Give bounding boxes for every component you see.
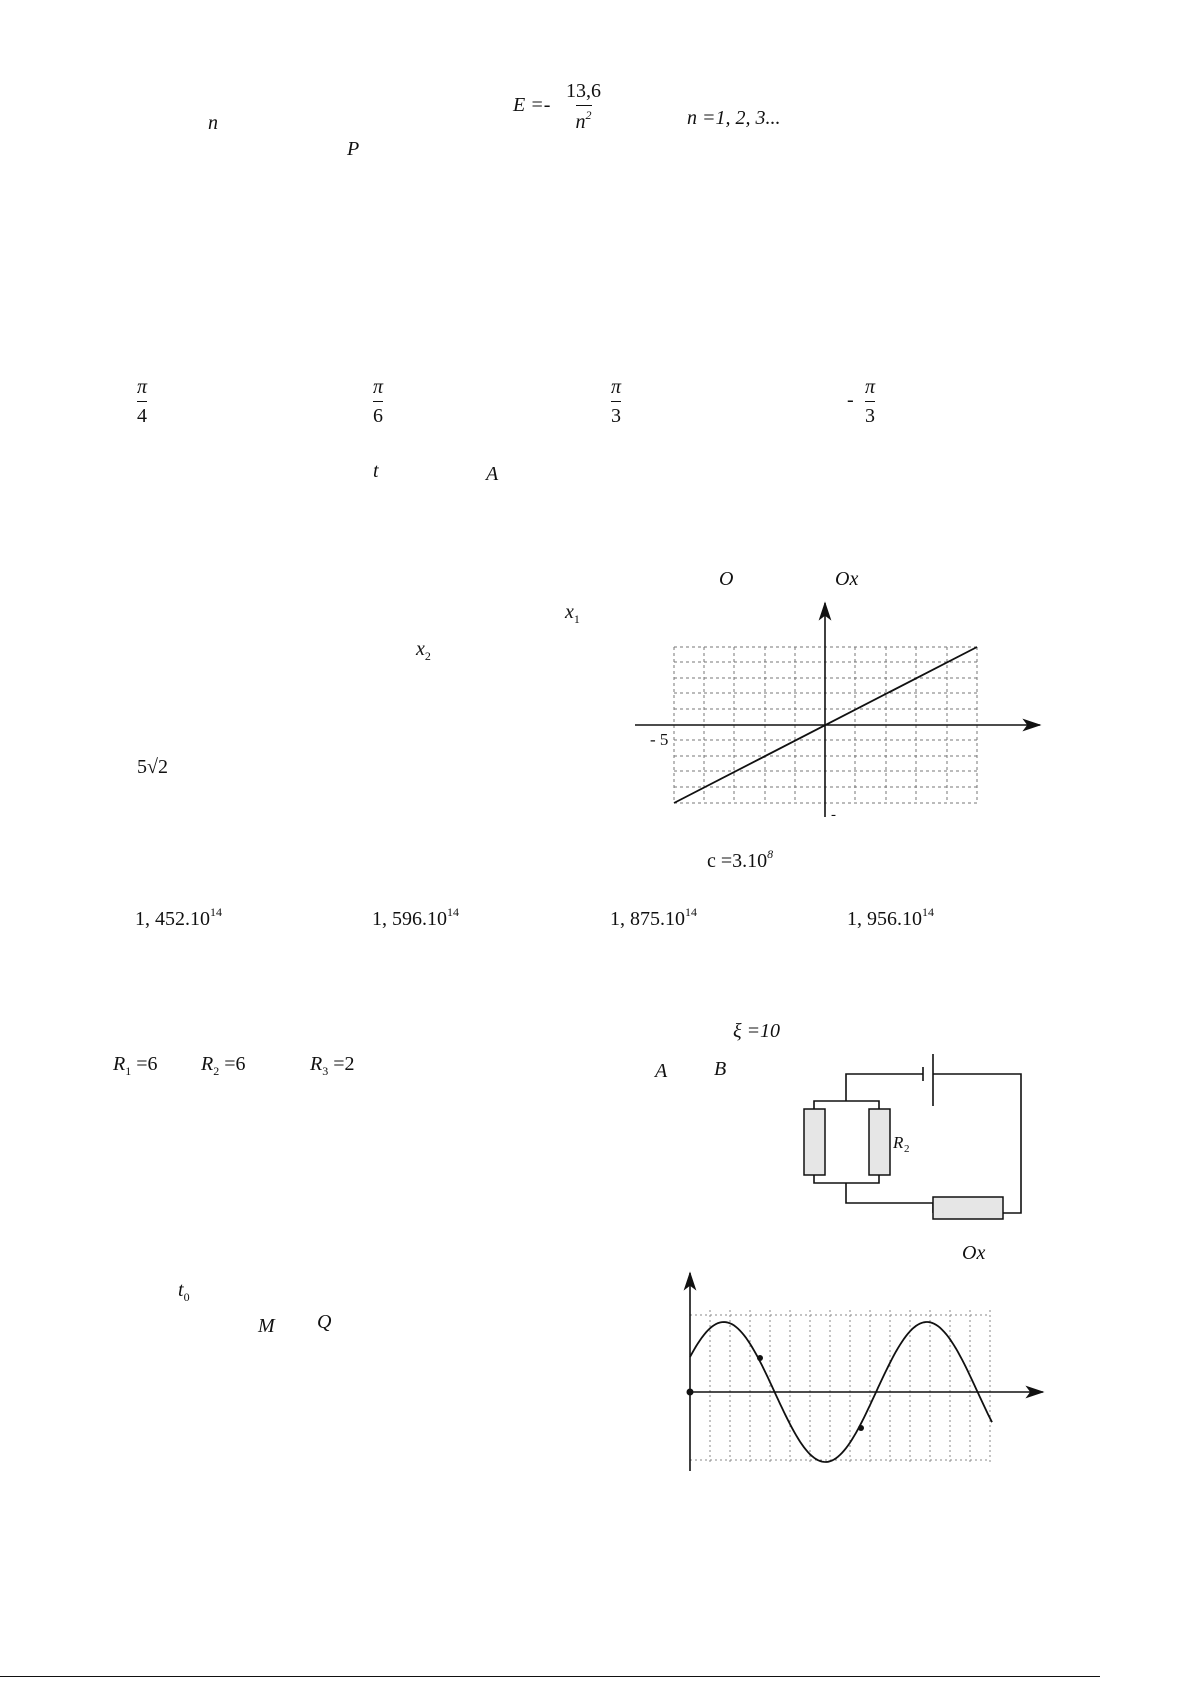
freq-a-mantissa: 1, 452.10: [135, 908, 210, 930]
energy-numerator: 13,6: [566, 80, 601, 102]
freq-c-exp: 14: [685, 905, 697, 919]
R2-base: R: [201, 1053, 214, 1075]
x2-base: x: [416, 638, 425, 660]
R3-base: R: [310, 1053, 323, 1075]
oscillation-graph: [630, 595, 1050, 825]
wave-graph: [675, 1268, 1050, 1483]
freq-b-mantissa: 1, 596.10: [372, 908, 447, 930]
freq-c-mantissa: 1, 875.10: [610, 908, 685, 930]
node-A-label: A: [655, 1060, 668, 1082]
phase-option-d: [865, 376, 875, 428]
energy-formula-fraction: [566, 80, 601, 134]
freq-option-b: [372, 906, 459, 929]
c-label: c =3.10: [707, 850, 768, 872]
freq-d-exp: 14: [922, 905, 934, 919]
freq-d-mantissa: 1, 956.10: [847, 908, 922, 930]
R2-sub: 2: [213, 1064, 220, 1078]
freq-a-exp: 14: [210, 905, 222, 919]
origin-O: O: [719, 568, 734, 590]
phase-option-b: [373, 376, 383, 428]
x2-sub: 2: [424, 649, 431, 663]
phase-d-sign: -: [847, 389, 854, 411]
R3-val: =2: [333, 1053, 355, 1075]
n-values: n =1, 2, 3...: [687, 107, 781, 129]
freq-option-d: [847, 906, 934, 929]
var-t: t: [373, 460, 379, 482]
resistor-R2-box: [869, 1109, 890, 1175]
R3-sub: 3: [322, 1064, 329, 1078]
light-speed: [707, 848, 773, 871]
var-t0: [178, 1280, 190, 1303]
freq-option-a: [135, 906, 222, 929]
diagram-R2-sub: 2: [904, 1143, 910, 1155]
axis-Ox-label: Ox: [835, 568, 859, 590]
circuit-diagram: [795, 1045, 1035, 1225]
R1-val: =6: [136, 1053, 158, 1075]
phase-d-den: 3: [865, 401, 875, 428]
freq-option-c: [610, 906, 697, 929]
var-n: n: [208, 112, 218, 134]
page-footer-rule: [0, 1676, 1100, 1677]
wire-bottom: [846, 1183, 933, 1213]
graph-tick-label-left: - 5: [650, 730, 669, 749]
phase-b-den: 6: [373, 401, 383, 428]
point-Q-label: Q: [317, 1311, 332, 1333]
energy-denominator: [576, 105, 592, 134]
phase-b-num: π: [373, 376, 384, 398]
graph-tick-label-bottom: -: [831, 807, 836, 823]
c-exp: 8: [767, 847, 774, 861]
wave-axis-Ox-label: Ox: [962, 1242, 986, 1264]
resistor-R1: [113, 1054, 158, 1077]
freq-b-exp: 14: [447, 905, 459, 919]
emf-label: ξ =10: [733, 1020, 781, 1042]
x1-base: x: [565, 601, 574, 623]
var-x1: [565, 602, 580, 625]
t0-base: t: [178, 1279, 184, 1301]
R2-val: =6: [224, 1053, 246, 1075]
phase-c-den: 3: [611, 401, 621, 428]
resistor-R3: [310, 1054, 355, 1077]
wire-top-left: [846, 1074, 923, 1086]
wire-right: [933, 1074, 1021, 1213]
R1-base: R: [113, 1053, 126, 1075]
phase-a-den: 4: [137, 401, 147, 428]
answer-5-root-2: 5√2: [137, 756, 168, 778]
phase-a-num: π: [137, 376, 148, 398]
var-P: P: [347, 138, 360, 160]
R1-sub: 1: [125, 1064, 132, 1078]
var-A: A: [486, 463, 499, 485]
branch-top: [814, 1101, 879, 1109]
diagram-R2-base: R: [893, 1133, 904, 1152]
point-M-label: M: [258, 1315, 275, 1337]
energy-den-exp: 2: [585, 108, 592, 122]
point-M-dot: [757, 1355, 763, 1361]
point-Q-dot: [858, 1425, 864, 1431]
node-B-label: B: [714, 1058, 727, 1080]
phase-d-num: π: [865, 376, 876, 398]
energy-formula-lhs: E =-: [513, 94, 551, 116]
x1-sub: 1: [573, 612, 580, 626]
t0-sub: 0: [183, 1290, 190, 1304]
branch-bottom: [814, 1175, 879, 1183]
energy-den-base: n: [575, 111, 586, 133]
var-x2: [416, 639, 431, 662]
phase-c-num: π: [611, 376, 622, 398]
phase-option-c: [611, 376, 621, 428]
phase-option-a: [137, 376, 147, 428]
resistor-R2: [201, 1054, 246, 1077]
resistor-R3-box: [933, 1197, 1003, 1219]
wave-origin-dot: [687, 1389, 694, 1396]
resistor-R1-box: [804, 1109, 825, 1175]
